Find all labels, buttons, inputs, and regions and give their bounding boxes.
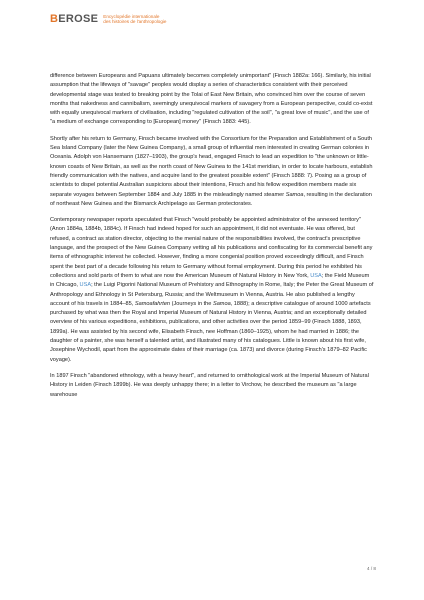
- logo-subtitle: [103, 14, 166, 25]
- page-number: 4 / 8: [367, 566, 376, 571]
- logo-subtitle-line-2: des histoires de l'anthropologie: [103, 19, 167, 24]
- book-title-samoafahrten: Samoafahrten: [134, 300, 171, 307]
- berose-logo[interactable]: BEROSE: [50, 13, 99, 25]
- steamer-name-samoa: Samoa: [285, 191, 304, 198]
- usa-link-1[interactable]: USA: [310, 272, 322, 279]
- paragraph-3: Contemporary newspaper reports speculated that Finsch "would probably be appointed administrator of the annexed territory" (Anon 1884a, 1884b, 1884c). If Finsch had indeed hoped for such an appointment, it did not eventuate. He was offered, but refused, a contract as station director, objecting to the menial nature of the responsibilities involved, the contract's prescriptive language, and the prospect of the New Guinea Company vetting all his publications and confiscating for its commercial benefit any items of ethnographic interest he collected. However, finding a more congenial position proved exceedingly difficult, and Finsch spent the best part of a decade following his return to Germany without formal employment. During this period he exhibited his collections and sold parts of them to what are now the American Museum of Natural History in New York, USA; the Field Museum in Chicago, USA; the Luigi Pigorini National Museum of Prehistory and Ethnography in Rome, Italy; the Peter the Great Museum of Anthropology and Ethnology in St Petersburg, Russia; and the Weltmuseum in Vienna, Austria. He also published a lengthy account of his travels in 1884–85, Samoafahrten (Journeys in the Samoa, 1888); a descriptive catalogue of around 1000 artefacts purchased by what was then the Royal and Imperial Museum of Natural History in Vienna, Austria; and an exceptionally detailed overview of his various expeditions, exhibitions, publications, and other activities over the period 1859–99 (Finsch 1888, 1893, 1899a). He was assisted by his second wife, Elisabeth Finsch, nee Hoffman (1860–1925), whom he had married in 1886; the daughter of a painter, she was herself a talented artist, and illustrated many of his catalogues. Little is known about his first wife, Josephine Wychodil, apart from the approximate dates of their marriage (ca. 1873) and divorce (during Finsch's 1879–82 Pacific voyage).: [50, 217, 374, 363]
- article-body: [50, 72, 374, 407]
- paragraph-2: Shortly after his return to Germany, Finsch became involved with the Consortium for the Preparation and Establishment of a South Sea Island Company (later the New Guinea Company), a small group of influential men interested in creating German colonies in Oceania. Adolph von Hansemann (1827–1903), the group's head, engaged Finsch to lead an expedition to "the unknown or little-known coasts of New Britain, as well as the north coast of New Guinea to the 141st meridian, in order to locate harbours, establish friendly communication with the natives, and acquire land to the greatest possible extent" (Finsch 1888: 7). Posing as a group of scientists to dispel potential Australian suspicions about their intentions, Finsch and his fellow expedition members made six separate voyages between September 1884 and July 1885 in the misleadingly named steamer Samoa, resulting in the declaration of northeast New Guinea and the Bismarck Archipelago as German protectorates.: [50, 135, 373, 207]
- logo-subtitle-line-1: Encyclopédie internationale: [103, 13, 160, 19]
- ship-name-samoa: Samoa: [212, 300, 231, 307]
- paragraph-4: In 1897 Finsch "abandoned ethnology, with a heavy heart", and returned to ornithological work at the Imperial Museum of Natural History in Leiden (Finsch 1899b). He was deeply unhappy there; in a letter to Virchow, he described the museum as "a large warehouse: [50, 372, 369, 398]
- paragraph-1: difference between Europeans and Papuans ultimately becomes completely unimportant" (Finsch 1882a: 166). Similarly, his initial assumption that the lifeways of "savage" peoples would display a series of characteristics consistent with their perceived developmental stage was tested to breaking point by the Tolai of East New Britain, who convinced him over the course of seven months that nakedness and cannibalism, seemingly unequivocal markers of savagery from a European perspective, could co-exist with equally unequivocal markers of civilisation, including "regulated cultivation of the soil", "a great love of music", and the use of "a medium of exchange corresponding to [European] money" (Finsch 1883: 445).: [50, 73, 373, 126]
- site-header: [50, 13, 166, 25]
- usa-link-2[interactable]: USA: [79, 282, 92, 289]
